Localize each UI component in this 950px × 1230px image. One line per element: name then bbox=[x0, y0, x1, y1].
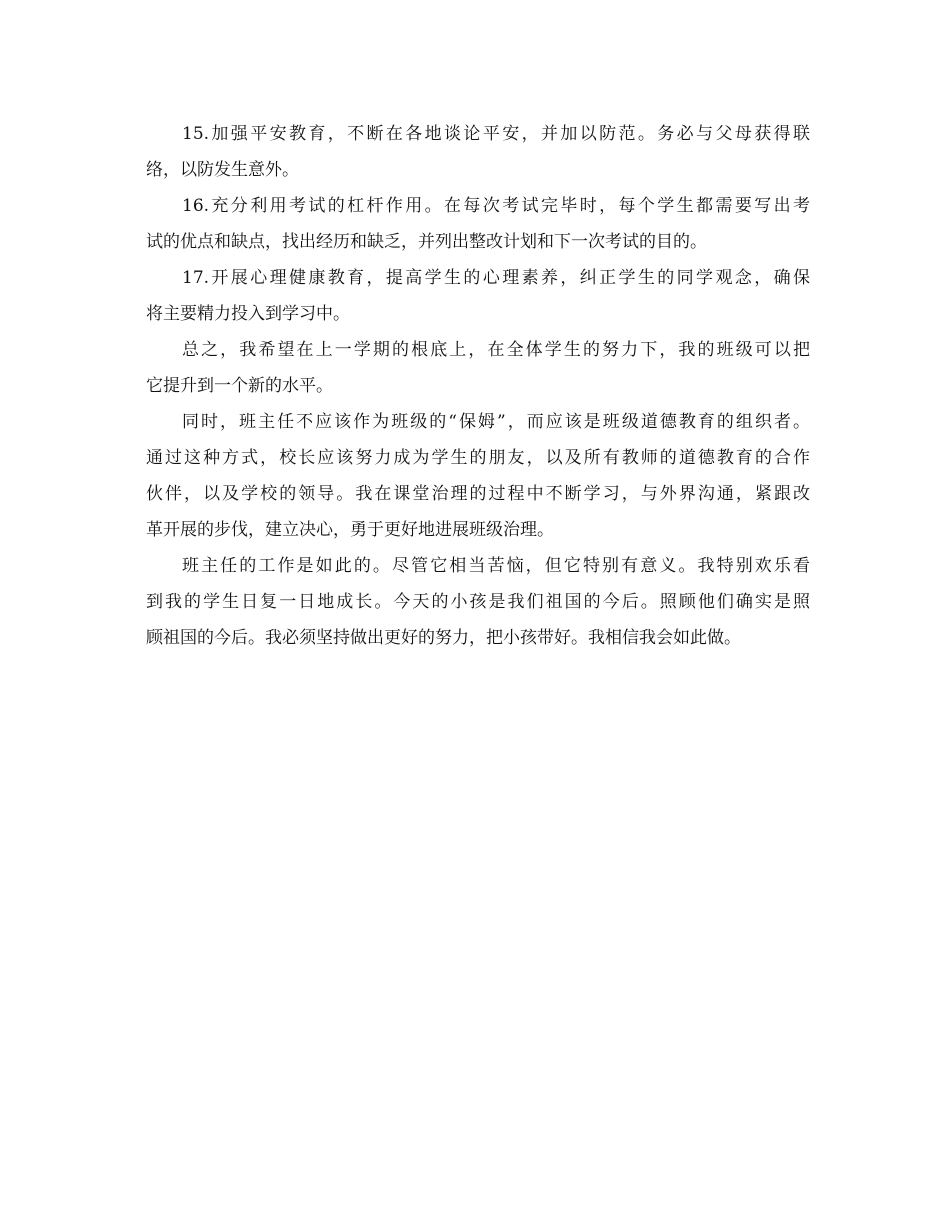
text-line: 试的优点和缺点，找出经历和缺乏，并列出整改计划和下一次考试的目的。 bbox=[146, 232, 707, 252]
text-line: 通过这种方式，校长应该努力成为学生的朋友，以及所有教师的道德教育的合作 bbox=[146, 448, 810, 468]
text-line: 16.充分利用考试的杠杆作用。在每次考试完毕时，每个学生都需要写出考 bbox=[182, 196, 810, 216]
text-line: 同时，班主任不应该作为班级的“保姆”，而应该是班级道德教育的组织者。 bbox=[182, 412, 810, 432]
text-line: 它提升到一个新的水平。 bbox=[146, 376, 333, 396]
text-line: 总之，我希望在上一学期的根底上，在全体学生的努力下，我的班级可以把 bbox=[182, 340, 810, 360]
text-line: 顾祖国的今后。我必须坚持做出更好的努力，把小孩带好。我相信我会如此做。 bbox=[146, 628, 741, 648]
text-line: 17.开展心理健康教育，提高学生的心理素养，纠正学生的同学观念，确保 bbox=[182, 268, 810, 288]
text-line: 将主要精力投入到学习中。 bbox=[146, 304, 350, 324]
document-body bbox=[146, 116, 810, 656]
paragraph-item-16 bbox=[146, 188, 810, 260]
paragraph-item-15 bbox=[146, 116, 810, 188]
text-line: 到我的学生日复一日地成长。今天的小孩是我们祖国的今后。照顾他们确实是照 bbox=[146, 592, 810, 612]
text-line: 络，以防发生意外。 bbox=[146, 160, 299, 180]
text-line: 伙伴，以及学校的领导。我在课堂治理的过程中不断学习，与外界沟通，紧跟改 bbox=[146, 484, 810, 504]
paragraph-conclusion bbox=[146, 548, 810, 656]
text-line: 15.加强平安教育，不断在各地谈论平安，并加以防范。务必与父母获得联 bbox=[182, 124, 810, 144]
paragraph-item-17 bbox=[146, 260, 810, 332]
text-line: 班主任的工作是如此的。尽管它相当苦恼，但它特别有意义。我特别欢乐看 bbox=[182, 556, 810, 576]
paragraph-summary bbox=[146, 332, 810, 404]
text-line: 革开展的步伐，建立决心，勇于更好地进展班级治理。 bbox=[146, 520, 554, 540]
paragraph-teacher-role bbox=[146, 404, 810, 548]
